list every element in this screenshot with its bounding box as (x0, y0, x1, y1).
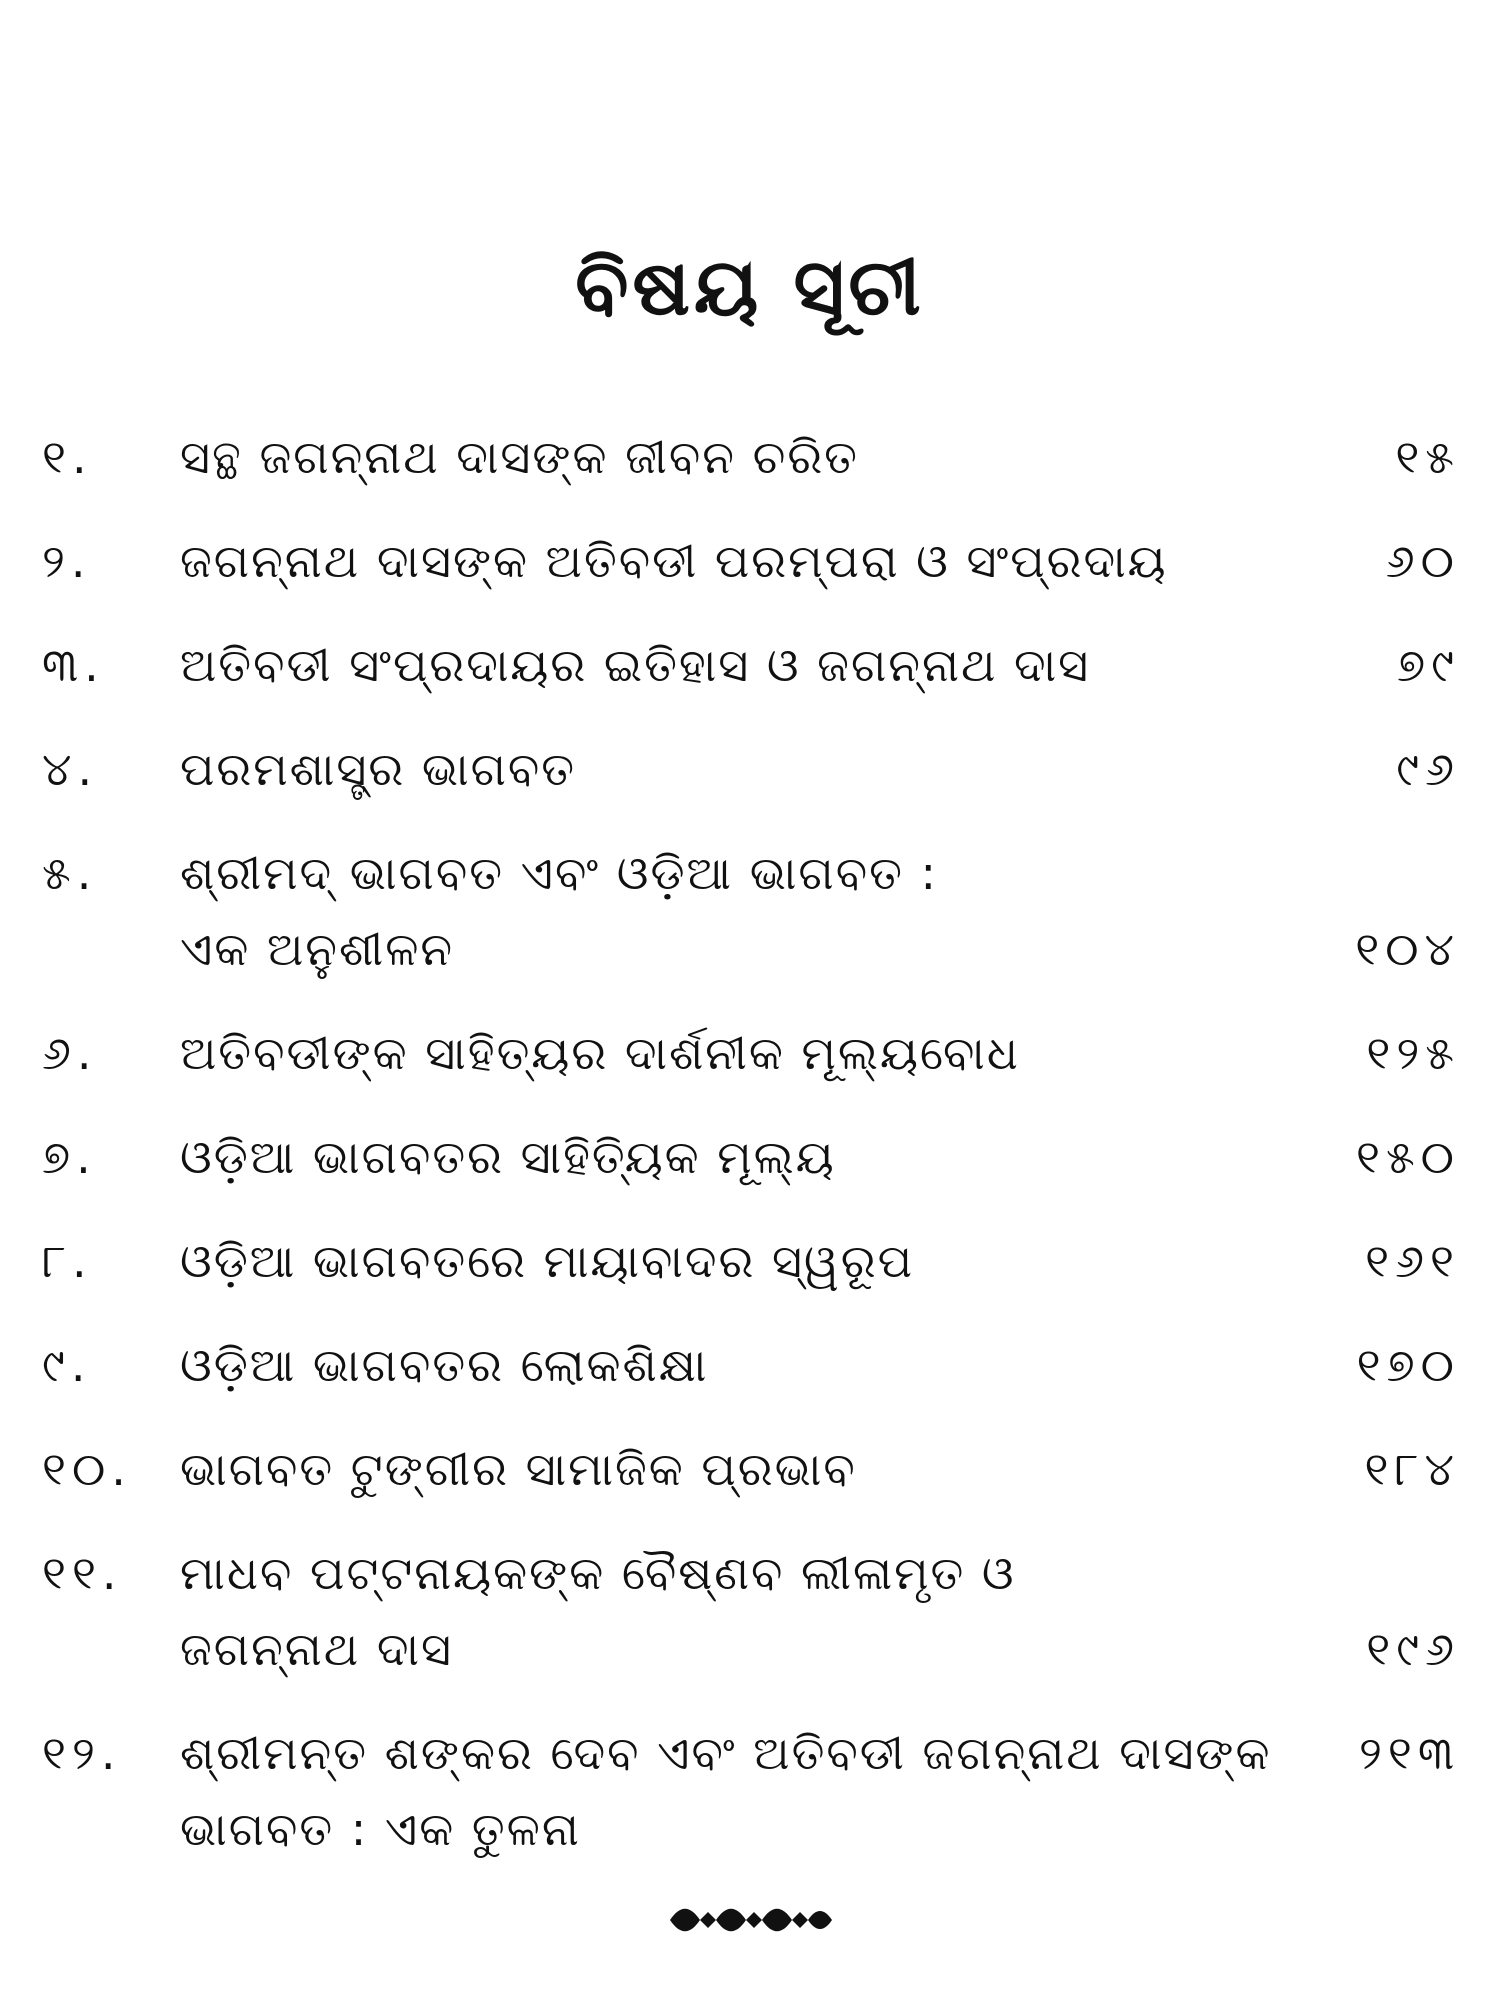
toc-entry-page: ୧୮୪ (1364, 1442, 1460, 1496)
toc-entry-title: ଅତିବଡୀ ସଂପ୍ରଦାୟର ଇତିହାସ ଓ ଜଗନ୍ନାଥ ଦାସ (180, 638, 1091, 692)
floral-divider-icon (660, 1900, 840, 1940)
toc-row (0, 1434, 1500, 1504)
toc-entry-title: ଭାଗବତ : ଏକ ତୁଳନା (180, 1802, 581, 1856)
toc-entry-page: ୧୫ (1395, 430, 1460, 484)
toc-entry-title: ଓଡ଼ିଆ ଭାଗବତରେ ମାୟାବାଦର ସ୍ୱରୂପ (180, 1234, 914, 1288)
toc-row (0, 1226, 1500, 1296)
toc-row (0, 838, 1500, 908)
toc-entry-page: ୧୫୦ (1356, 1130, 1460, 1184)
toc-row (0, 1794, 1500, 1864)
toc-entry-title: ଏକ ଅନୁଶୀଳନ (180, 922, 455, 976)
toc-row (0, 914, 1500, 984)
toc-entry-page: ୧୨୫ (1366, 1026, 1460, 1080)
toc-entry-number: ୭. (42, 1130, 97, 1184)
toc-entry-title: ଓଡ଼ିଆ ଭାଗବତର ଲୋକଶିକ୍ଷା (180, 1338, 709, 1392)
toc-row (0, 1718, 1500, 1788)
toc-entry-page: ୯୬ (1396, 742, 1460, 796)
toc-row (0, 1122, 1500, 1192)
toc-entry-number: ୫. (42, 846, 98, 900)
toc-entry-title: ଜଗନ୍ନାଥ ଦାସଙ୍କ ଅତିବଡୀ ପରମ୍ପରା ଓ ସଂପ୍ରଦାୟ (180, 534, 1168, 588)
toc-entry-title: ମାଧବ ପଟ୍ଟନାୟକଙ୍କ ବୈଷ୍ଣବ ଲୀଳାମୃତ ଓ (180, 1546, 1016, 1600)
toc-entry-title: ପରମଶାସ୍ତ୍ର ଭାଗବତ (180, 742, 577, 796)
toc-entry-number: ୮. (42, 1234, 93, 1288)
toc-row (0, 1538, 1500, 1608)
toc-entry-page: ୬୦ (1385, 534, 1460, 588)
toc-entry-page: ୧୦୪ (1355, 922, 1460, 976)
toc-row (0, 630, 1500, 700)
toc-entry-page: ୧୯୬ (1366, 1622, 1460, 1676)
toc-entry-page: ୧୬୧ (1365, 1234, 1460, 1288)
toc-entry-page: ୧୭୦ (1356, 1338, 1460, 1392)
toc-entry-title: ଅତିବଡୀଙ୍କ ସାହିତ୍ୟର ଦାର୍ଶନୀକ ମୂଲ୍ୟବୋଧ (180, 1026, 1020, 1080)
toc-row (0, 1018, 1500, 1088)
toc-entry-title: ଭାଗବତ ଟୁଙ୍ଗୀର ସାମାଜିକ ପ୍ରଭାବ (180, 1442, 857, 1496)
toc-entry-number: ୯. (42, 1338, 92, 1392)
toc-row (0, 422, 1500, 492)
toc-entry-number: ୨. (42, 534, 92, 588)
page-title: ବିଷୟ ସୂଚୀ (575, 243, 925, 333)
toc-entry-page: ୭୯ (1396, 638, 1460, 692)
toc-entry-number: ୩. (42, 638, 105, 692)
toc-entry-number: ୬. (42, 1026, 98, 1080)
toc-row (0, 1614, 1500, 1684)
toc-entry-title: ଓଡ଼ିଆ ଭାଗବତର ସାହିତ୍ୟିକ ମୂଲ୍ୟ (180, 1130, 836, 1184)
toc-row (0, 1330, 1500, 1400)
toc-row (0, 526, 1500, 596)
toc-entry-number: ୧. (42, 430, 93, 484)
toc-entry-title: ଶ୍ରୀମନ୍ତ ଶଙ୍କର ଦେବ ଏବଂ ଅତିବଡୀ ଜଗନ୍ନାଥ ଦାସଙ୍କ (180, 1726, 1272, 1780)
toc-entry-number: ୧୨. (42, 1726, 122, 1780)
toc-entry-number: ୧୧. (42, 1546, 123, 1600)
toc-entry-title: ସନ୍ଥ ଜଗନ୍ନାଥ ଦାସଙ୍କ ଜୀବନ ଚରିତ (180, 430, 859, 484)
toc-row (0, 734, 1500, 804)
toc-entry-page: ୨୧୩ (1358, 1726, 1460, 1780)
toc-entry-number: ୪. (42, 742, 99, 796)
toc-entry-title: ଶ୍ରୀମଦ୍ ଭାଗବତ ଏବଂ ଓଡ଼ିଆ ଭାଗବତ : (180, 846, 939, 900)
toc-entry-number: ୧୦. (42, 1442, 132, 1496)
toc-entry-title: ଜଗନ୍ନାଥ ଦାସ (180, 1622, 453, 1676)
